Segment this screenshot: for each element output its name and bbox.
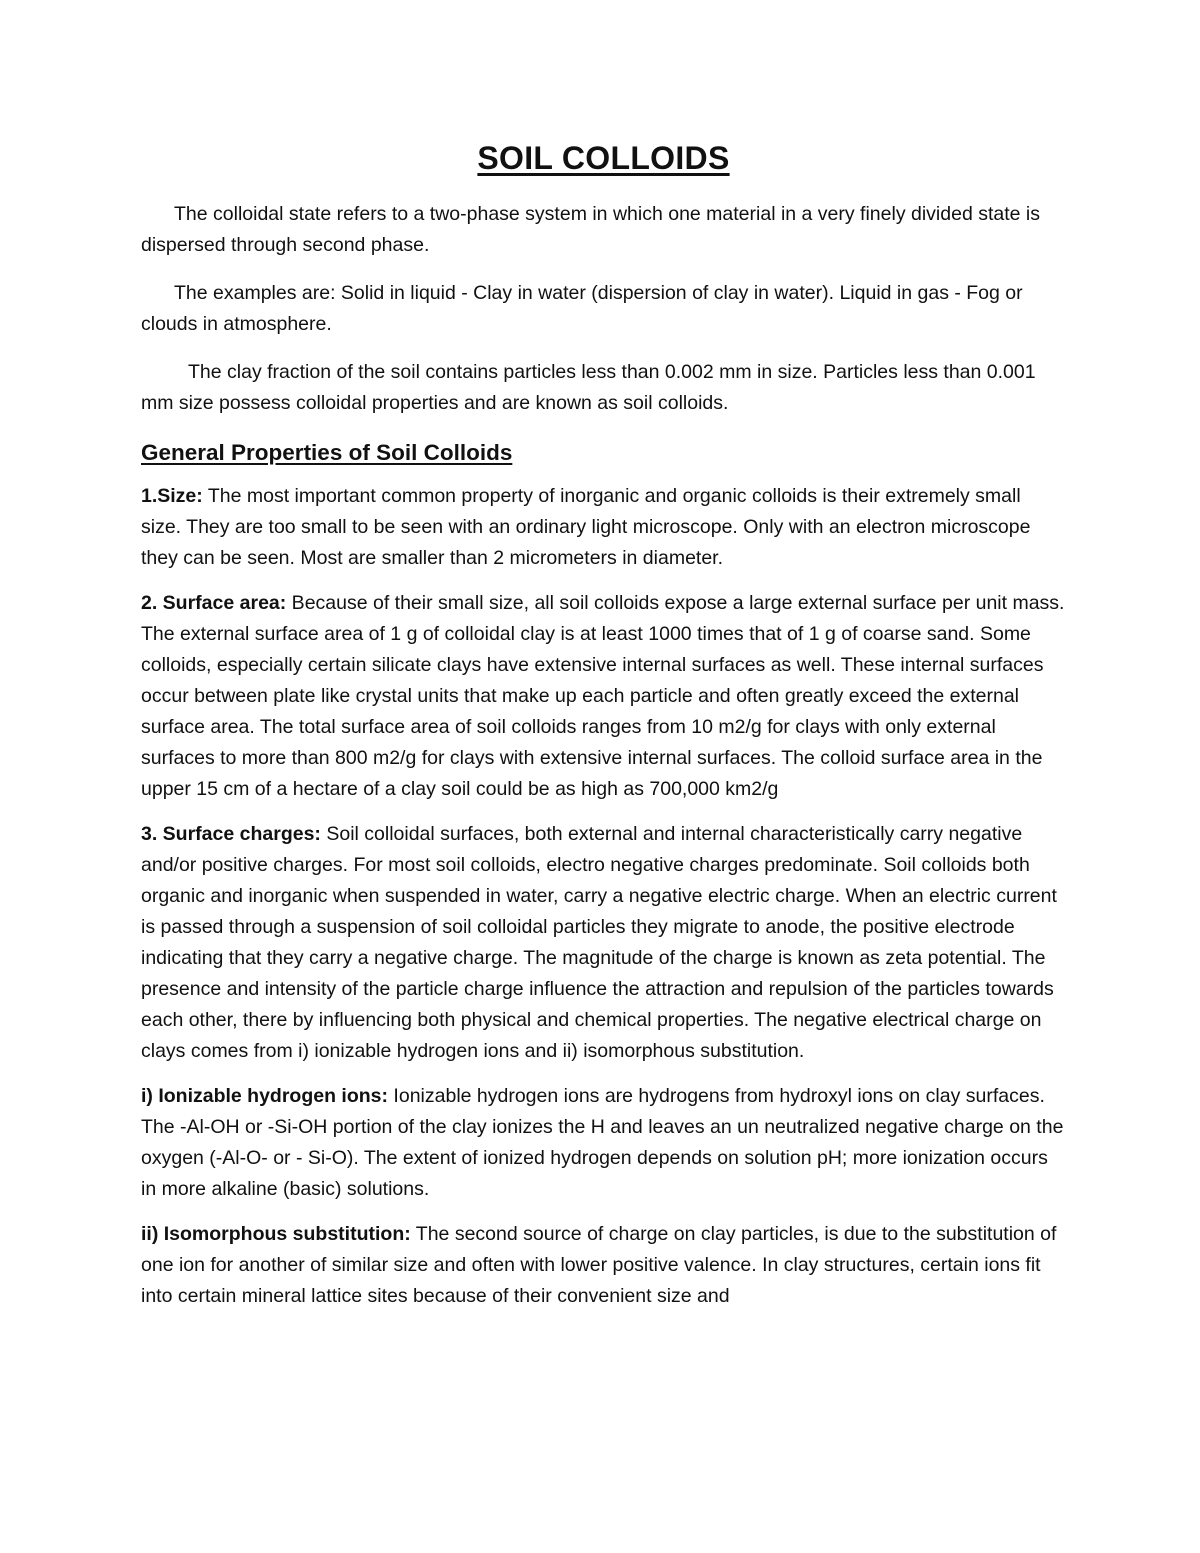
property-surface-area [141,588,1066,743]
property-size-text: The most important common property of inorganic and organic colloids is their extremely small size. They are too small to be seen with an ordinary light microscope. Only with an electron microscope they can be seen. Most are smaller than 2 micrometers in diameter. [141,485,1031,569]
property-ionizable-hydrogen [141,1081,1066,1205]
property-surface-area-text: Because of their small size, all soil colloids expose a large external surface per unit mass. The external surface area of 1 g of colloidal clay is at least 1000 times that of 1 g of coarse sand. Some colloids, especially certain silicate clays have extensive internal surfaces as well. These internal surfaces occur between plate like crystal units that make up each particle and often greatly exceed the external surface area. The total surface area of soil colloids ranges from 10 m2/g for clays with only external [141,592,1065,738]
document-page [141,140,1066,1326]
property-isomorphous-substitution [141,1219,1066,1312]
intro-paragraph-1: The colloidal state refers to a two-phase system in which one material in a very finely divided state is dispersed through second phase. [141,203,1040,256]
intro-paragraph-3: The clay fraction of the soil contains particles less than 0.002 mm in size. Particles less than 0.001 mm size possess colloidal properties and are known as soil colloids. [141,361,1036,414]
property-size [141,481,1066,574]
document-title: SOIL COLLOIDS [477,140,730,176]
property-isomorphous-substitution-label: ii) Isomorphous substitution: [141,1223,411,1245]
property-ionizable-hydrogen-label: i) Ionizable hydrogen ions: [141,1085,389,1107]
property-size-label: 1.Size: [141,485,203,507]
intro-paragraph-2: The examples are: Solid in liquid - Clay in water (dispersion of clay in water). Liquid in gas - Fog or clouds in atmosphere. [141,282,1023,335]
property-isomorphous-substitution-text: The second source of charge on clay particles, is due to the substitution of one ion for another of similar size and often with lower positive valence. In clay structures, certain ions fit into certain mineral lattice sites because of their convenient size and [141,1223,1057,1307]
property-surface-area-continuation: surfaces to more than 800 m2/g for clays with extensive internal surfaces. The colloid surface area in the upper 15 cm of a hectare of a clay soil could be as high as 700,000 km2/g [141,747,1043,800]
property-surface-charges [141,819,1066,1067]
property-ionizable-hydrogen-text: Ionizable hydrogen ions are hydrogens from hydroxyl ions on clay surfaces. The -Al-OH or -Si-OH portion of the clay ionizes the H and leaves an un neutralized negative charge on the oxygen (-Al-O- or - Si-O). The extent of ionized hydrogen depends on solution pH; more ionization occurs in more alkaline (basic) solutions. [141,1085,1064,1200]
property-surface-charges-text: Soil colloidal surfaces, both external and internal characteristically carry negative and/or positive charges. For most soil colloids, electro negative charges predominate. Soil colloids both organic and inorganic when suspended in water, carry a negative electric charge. When an electric current is passed through a suspension of soil colloidal particles they migrate to anode, the positive electrode indicating that they carry a negative charge. The magnitude of the charge is known as zeta potential. The presence and intensity of the particle charge influence the attraction and repulsion of the particles towards each other, there by influencing both physical and chemical properties. The negative electrical charge on clays comes from i) ionizable hydrogen ions and ii) isomorphous substitution. [141,823,1057,1062]
section-heading: General Properties of Soil Colloids [141,440,513,465]
property-surface-charges-label: 3. Surface charges: [141,823,321,845]
property-surface-area-label: 2. Surface area: [141,592,287,614]
